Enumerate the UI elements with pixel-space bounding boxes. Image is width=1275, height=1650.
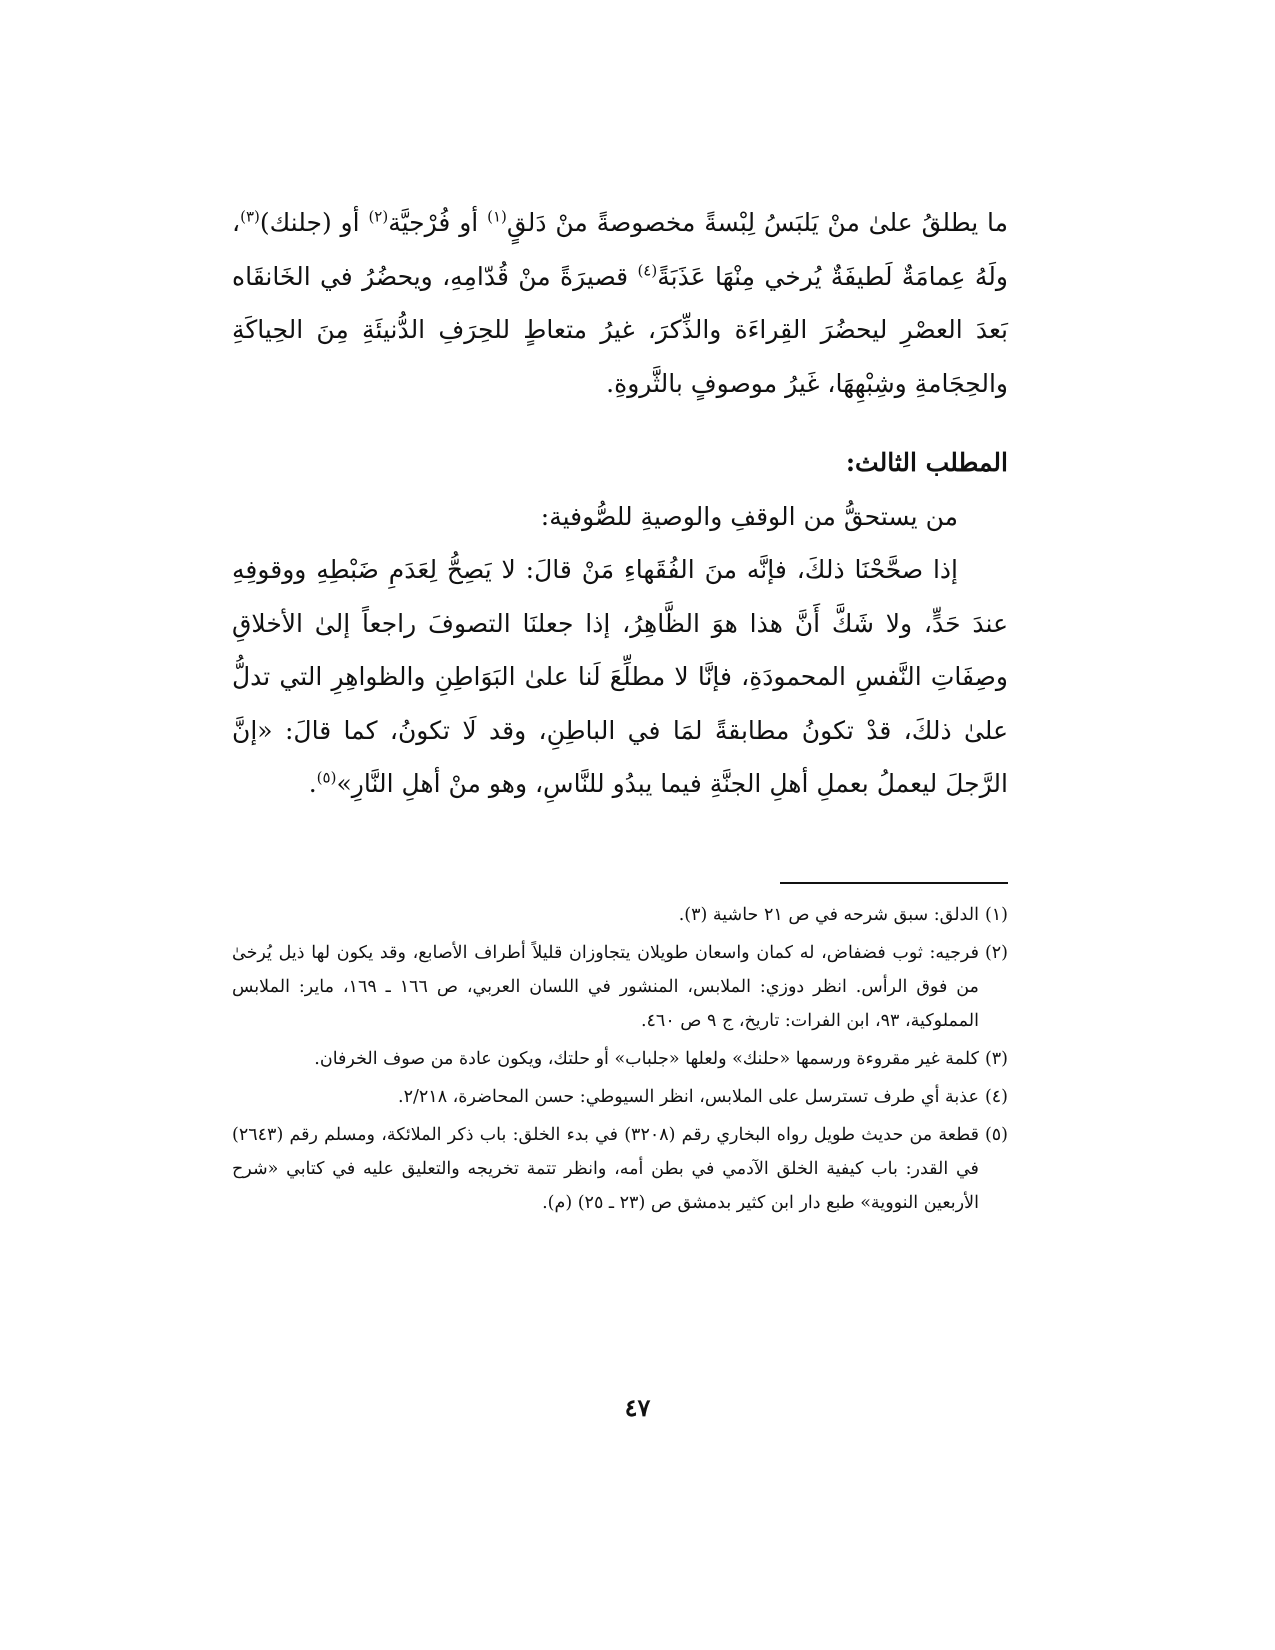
body-text: أو فُرْجيَّة [388,208,488,237]
footnotes-section [232,898,1008,1224]
section-heading: المطلب الثالث: [845,448,1008,477]
footnote-number: (٣) [984,1049,1008,1069]
footnote-item [232,898,1008,932]
footnote-ref[interactable]: (٤) [637,261,658,280]
footnote-ref[interactable]: (٢) [368,207,389,226]
body-paragraph [232,196,1008,410]
footnote-text: قطعة من حديث طويل رواه البخاري رقم (٣٢٠٨) في بدء الخلق: باب ذكر الملائكة، ومسلم رقم (٢٦٤٣) في القدر: باب كيفية الخلق الآدمي في بطن أمه، وانظر تتمة تخريجه والتعليق عليه في كتابي «شرح الأربعين النووية» طبع دار ابن كثير بدمشق ص (٢٣ ـ ٢٥) (م). [232,1125,979,1213]
footnote-number: (١) [984,905,1008,925]
footnote-separator [780,882,1008,884]
body-text: . [308,769,317,798]
footnote-text: كلمة غير مقروءة ورسمها «حلنك» ولعلها «جلباب» أو حلتك، ويكون عادة من صوف الخرفان. [314,1049,979,1069]
main-body-text [232,196,1008,811]
footnote-item [232,1080,1008,1114]
body-text: قصيرَةً منْ قُدّامِهِ، ويحضُرُ في الخَانقَاه بَعدَ العصْرِ ليحضُرَ القِراءَة والذِّكرَ، غيرُ متعاطٍ للحِرَفِ الدُّنيئَةِ مِنَ الحِياكَةِ والحِجَامةِ وشِبْهِهَا، غَيرُ موصوفٍ بالثَّروةِ. [232,261,1008,398]
footnote-number: (٢) [984,943,1008,963]
footnote-ref[interactable]: (١) [487,207,507,226]
footnote-number: (٥) [984,1125,1008,1145]
body-text: إذا صحَّحْنَا ذلكَ، فإنَّه منَ الفُقَهاءِ مَنْ قالَ: لا يَصِحُّ لِعَدَمِ ضَبْطِهِ ووقوفِهِ عندَ حَدٍّ، ولا شَكَّ أَنَّ هذا هوَ الظَّاهِرُ، إذا جعلنَا التصوفَ راجعاً إلىٰ الأخلاقِ وصِفَاتِ النَّفسِ المحمودَةِ، فإنَّا لا مطلِّعَ لَنا علىٰ البَوَاطِنِ والظواهِرِ التي تدلُّ علىٰ ذلكَ، قدْ تكونُ مطابقةً لمَا في الباطِنِ، وقد لَا تكونُ، كما قالَ: «إنَّ الرَّجلَ ليعملُ بعملِ أهلِ الجنَّةِ فيما يبدُو للنَّاسِ، وهو منْ أهلِ النَّارِ» [232,555,1008,798]
page-number: ٤٧ [624,1393,651,1422]
footnote-item [232,1042,1008,1076]
section-subtitle: من يستحقُّ من الوقفِ والوصيةِ للصُّوفية: [540,501,958,531]
footnote-item [232,936,1008,1038]
body-text: ، ولَهُ عِمامَةٌ لَطيفَةٌ يُرخي مِنْهَا عَذَبَةً [232,208,1008,291]
footnote-text: الدلق: سبق شرحه في ص ٢١ حاشية (٣). [678,905,979,925]
body-paragraph [232,543,1008,811]
body-text: أو (جلنك) [259,208,369,237]
footnote-ref[interactable]: (٥) [316,768,337,787]
footnote-item [232,1118,1008,1220]
footnote-text: فرجيه: ثوب فضفاض، له كمان واسعان طويلان يتجاوزان قليلاً أطراف الأصابع، وقد يكون لها ذيل يُرخىٰ من فوق الرأس. انظر دوزي: الملابس، المنشور في اللسان العربي، ص ١٦٦ ـ ١٦٩، ماير: الملابس المملوكية، ٩٣، ابن الفرات: تاريخ، ج ٩ ص ٤٦٠. [232,943,979,1031]
body-text: ما يطلقُ علىٰ منْ يَلبَسُ لِبْسةً مخصوصةً منْ دَلقٍ [506,208,1009,237]
footnote-number: (٤) [984,1087,1008,1107]
footnote-ref[interactable]: (٣) [240,207,260,226]
footnote-text: عذبة أي طرف تسترسل على الملابس، انظر السيوطي: حسن المحاضرة، ٢/٢١٨. [398,1087,979,1107]
